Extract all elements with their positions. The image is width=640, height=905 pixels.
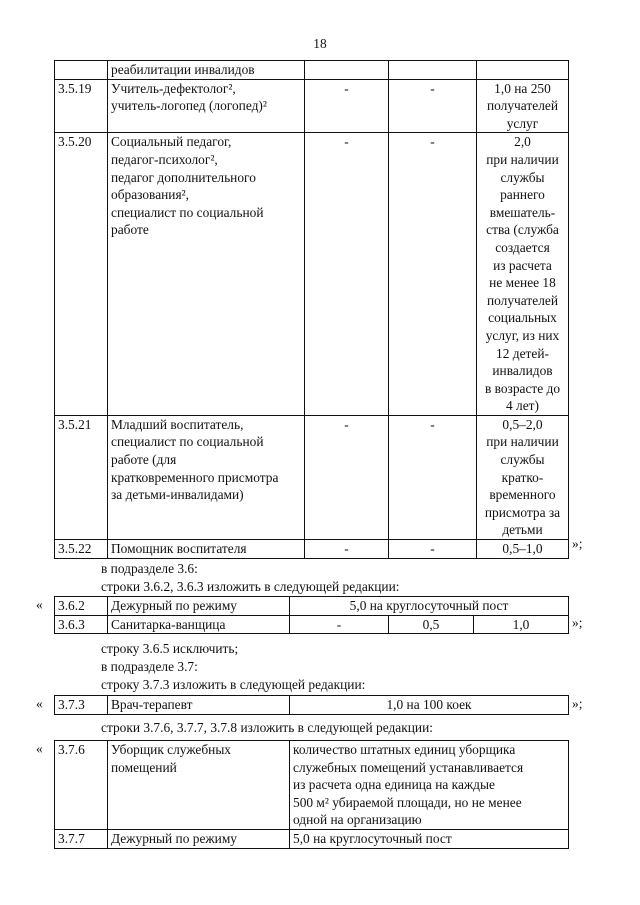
text-line: в возрасте до	[484, 380, 561, 396]
norm-value: 5,0 на круглосуточный пост	[290, 829, 569, 848]
norm-value: -	[290, 615, 389, 634]
text-line: Уборщик служебных	[111, 742, 232, 757]
row-number: 3.6.3	[55, 615, 108, 634]
norm-value: 0,5	[389, 615, 474, 634]
table-row	[55, 829, 569, 848]
text-line: из расчета	[493, 257, 552, 273]
text-line: реабилитации инвалидов	[111, 62, 255, 77]
text-line: из расчета одна единица на каждые	[293, 777, 495, 793]
position-name: Врач-терапевт	[108, 696, 290, 715]
table-row	[55, 540, 569, 559]
paragraph-line: строки 3.7.6, 3.7.7, 3.7.8 изложить в следующей редакции:	[101, 720, 433, 735]
text-line: услуг	[506, 115, 539, 131]
text-line: 12 детей-	[496, 345, 549, 361]
norm-value	[477, 540, 569, 559]
position-name	[108, 61, 305, 80]
row-number: 3.7.7	[55, 829, 108, 848]
norm-value: 5,0 на круглосуточный пост	[290, 597, 569, 616]
text-line: получателей	[487, 98, 558, 114]
text-line: временного	[489, 487, 556, 503]
text-line	[480, 61, 565, 79]
text-line: Младший воспитатель,	[111, 416, 244, 432]
text-line: 0,5–2,0	[502, 416, 543, 432]
norm-value: -	[305, 133, 389, 416]
text-line: службы	[500, 169, 545, 185]
close-quote: »;	[572, 536, 583, 551]
text-line: службы	[500, 452, 545, 468]
text-line: кратковременного присмотра	[111, 469, 279, 485]
text-line: учитель-логопед (логопед)²	[111, 98, 267, 114]
position-name: Дежурный по режиму	[108, 597, 290, 616]
position-name	[108, 133, 305, 416]
text-line: работе	[111, 222, 149, 238]
norm-value: -	[389, 540, 477, 559]
row-number	[55, 61, 108, 80]
norm-value	[477, 79, 569, 133]
row-number: 3.5.19	[55, 79, 108, 133]
text-line: педагог дополнительного	[111, 169, 256, 185]
position-name: Дежурный по режиму	[108, 829, 290, 848]
row-number: 3.7.6	[55, 741, 108, 830]
text-line: за детьми-инвалидами)	[111, 487, 244, 503]
text-line: вмешатель-	[489, 204, 556, 220]
text-line: услуг, из них	[485, 327, 560, 343]
norm-value: -	[389, 415, 477, 539]
staff-table-3-6	[54, 596, 569, 634]
norm-value	[305, 61, 389, 80]
norm-value	[477, 415, 569, 539]
table-row	[55, 415, 569, 539]
close-quote: »;	[572, 615, 583, 630]
position-name: Санитарка-ванщица	[108, 615, 290, 634]
norm-value	[477, 61, 569, 80]
text-line: инвалидов	[492, 363, 553, 379]
text-line: служебных помещений устанавливается	[293, 759, 524, 775]
norm-value: 1,0	[474, 615, 569, 634]
table-row	[55, 79, 569, 133]
position-name	[108, 741, 290, 830]
norm-value	[290, 741, 569, 830]
open-quote: «	[36, 597, 43, 612]
norm-value: 1,0 на 100 коек	[290, 696, 569, 715]
row-number: 3.5.21	[55, 415, 108, 539]
row-number: 3.6.2	[55, 597, 108, 616]
norm-value: -	[305, 415, 389, 539]
text-line: получателей	[487, 292, 558, 308]
norm-value	[389, 61, 477, 80]
text-line: Социальный педагог,	[111, 134, 232, 150]
norm-value	[477, 133, 569, 416]
table-row	[55, 741, 569, 830]
staff-table-3-7-3	[54, 695, 569, 715]
position-name	[108, 540, 305, 559]
paragraph-line: строку 3.6.5 исключить;	[101, 641, 239, 656]
norm-value: -	[389, 79, 477, 133]
row-number: 3.7.3	[55, 696, 108, 715]
row-number: 3.5.22	[55, 540, 108, 559]
paragraph-line: в подразделе 3.7:	[101, 659, 198, 674]
text-line: при наличии	[486, 434, 559, 450]
text-line: 2,0	[514, 134, 531, 150]
table-row	[55, 61, 569, 80]
position-name	[108, 415, 305, 539]
text-line: специалист по социальной	[111, 434, 264, 450]
text-line: ства (служба	[486, 222, 559, 238]
text-line: 1,0 на 250	[494, 80, 551, 96]
table-row	[55, 696, 569, 715]
text-line: социальных	[488, 310, 557, 326]
paragraph-line: строку 3.7.3 изложить в следующей редакции:	[101, 677, 366, 692]
staff-table-3-7-6	[54, 740, 569, 849]
paragraph-line: строки 3.6.2, 3.6.3 изложить в следующей редакции:	[101, 579, 400, 594]
text-line: педагог-психолог²,	[111, 151, 218, 167]
page-number: 18	[313, 36, 327, 51]
text-line: создается	[495, 239, 550, 255]
text-line: не менее 18	[489, 275, 556, 291]
text-line: Помощник воспитателя	[111, 541, 247, 557]
norm-value: -	[389, 133, 477, 416]
text-line: детьми	[502, 522, 543, 538]
open-quote: «	[36, 696, 43, 711]
text-line: специалист по социальной	[111, 204, 264, 220]
text-line: помещений	[111, 759, 177, 775]
close-quote: »;	[572, 696, 583, 711]
text-line: Учитель-дефектолог²,	[111, 80, 236, 96]
paragraph-line: в подразделе 3.6:	[101, 561, 198, 576]
table-row	[55, 597, 569, 616]
text-line: количество штатных единиц уборщика	[293, 742, 516, 757]
text-line: 500 м² убираемой площади, но не менее	[293, 794, 522, 810]
text-line: одной на организацию	[293, 812, 422, 828]
staff-table-3-5	[54, 60, 569, 559]
text-line: раннего	[500, 187, 545, 203]
text-line: образования²,	[111, 187, 189, 203]
position-name	[108, 79, 305, 133]
text-line: 0,5–1,0	[502, 541, 543, 557]
text-line: присмотра за	[484, 504, 561, 520]
norm-value: -	[305, 540, 389, 559]
text-line: работе (для	[111, 452, 177, 468]
text-line: при наличии	[486, 151, 559, 167]
text-line: кратко-	[501, 469, 544, 485]
table-row	[55, 615, 569, 634]
table-row	[55, 133, 569, 416]
row-number: 3.5.20	[55, 133, 108, 416]
open-quote: «	[36, 741, 43, 756]
text-line: 4 лет)	[506, 398, 539, 414]
norm-value: -	[305, 79, 389, 133]
